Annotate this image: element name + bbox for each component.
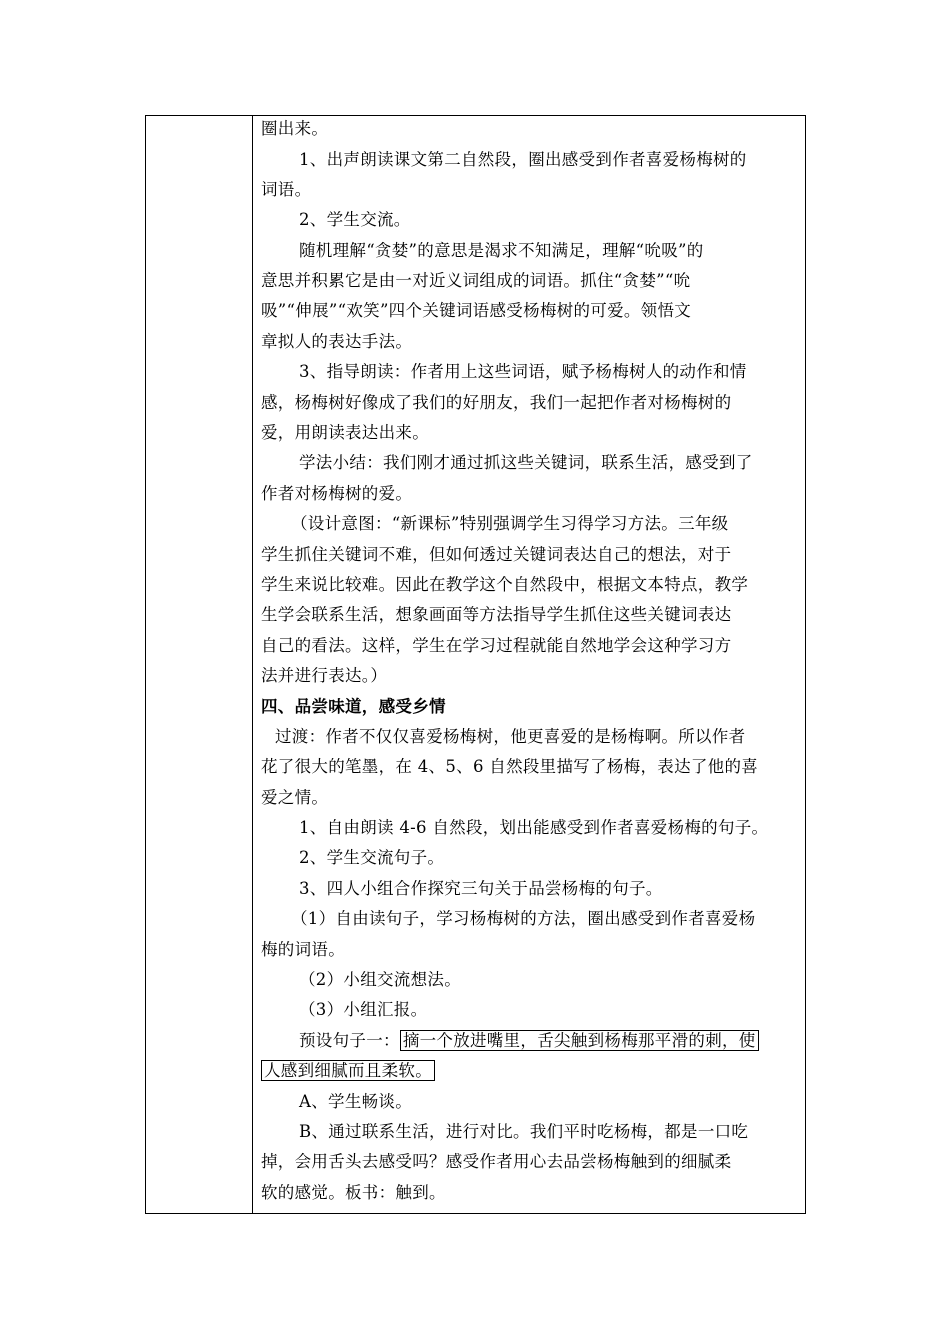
text-line: （1）自由读句子，学习杨梅树的方法，圈出感受到作者喜爱杨 [291,909,756,928]
text-line: 学生抓住关键词不难，但如何透过关键词表达自己的想法，对于 [261,545,732,564]
text-line: （3）小组汇报。 [299,1000,428,1019]
text-line: 软的感觉。板书：触到。 [261,1183,446,1202]
text-line: 学法小结：我们刚才通过抓这些关键词，联系生活，感受到了 [299,453,753,472]
text-line: 2、学生交流。 [299,210,411,229]
text-line: 生学会联系生活，想象画面等方法指导学生抓住这些关键词表达 [261,605,732,624]
highlighted-sentence: 摘一个放进嘴里，舌尖触到杨梅那平滑的刺，使 [400,1030,759,1051]
text-line: 3、四人小组合作探究三句关于品尝杨梅的句子。 [299,879,663,898]
text-line: 1、出声朗读课文第二自然段，圈出感受到作者喜爱杨梅树的 [299,150,747,169]
table-left-column [146,116,253,1213]
text-line: 吸”“伸展”“欢笑”四个关键词语感受杨梅树的可爱。领悟文 [261,301,692,320]
table-content-column [253,116,805,1213]
text-line: 作者对杨梅树的爱。 [261,484,413,503]
text-line: 过渡：作者不仅仅喜爱杨梅树，他更喜爱的是杨梅啊。所以作者 [275,727,746,746]
text-line: 花了很大的笔墨，在 4、5、6 自然段里描写了杨梅，表达了他的喜 [261,757,759,776]
text-line: （设计意图：“新课标”特别强调学生习得学习方法。三年级 [291,514,729,533]
text-line: 意思并积累它是由一对近义词组成的词语。抓住“贪婪”“吮 [261,271,691,290]
text-line: 随机理解“贪婪”的意思是渴求不知满足，理解“吮吸”的 [299,241,704,260]
text-line: 圈出来。 [261,119,329,138]
text-line: 3、指导朗读：作者用上这些词语，赋予杨梅树人的动作和情 [299,362,747,381]
text-line [261,1060,797,1082]
text-line: 爱，用朗读表达出来。 [261,423,429,442]
text-line: 法并进行表达。） [261,666,388,685]
text-line: 2、学生交流句子。 [299,848,445,867]
text-line: 掉，会用舌头去感受吗？感受作者用心去品尝杨梅触到的细腻柔 [261,1152,732,1171]
text-line: B、通过联系生活，进行对比。我们平时吃杨梅，都是一口吃 [299,1122,749,1141]
text-line: 感，杨梅树好像成了我们的好朋友，我们一起把作者对杨梅树的 [261,393,732,412]
text-line: （2）小组交流想法。 [299,970,461,989]
text-line: 梅的词语。 [261,940,345,959]
lesson-plan-table [145,115,806,1214]
text-line: 词语。 [261,180,312,199]
text-line: A、学生畅谈。 [299,1092,413,1111]
preset-sentence-label: 预设句子一： [299,1031,400,1050]
highlighted-sentence-continued: 人感到细腻而且柔软。 [261,1060,435,1081]
section-heading: 四、品尝味道，感受乡情 [261,697,446,716]
text-line: 爱之情。 [261,788,329,807]
text-line: 1、自由朗读 4-6 自然段，划出能感受到作者喜爱杨梅的句子。 [299,818,769,837]
text-line: 章拟人的表达手法。 [261,332,413,351]
text-line [261,1030,797,1052]
text-line: 自己的看法。这样，学生在学习过程就能自然地学会这种学习方 [261,636,732,655]
text-line: 学生来说比较难。因此在教学这个自然段中，根据文本特点，教学 [261,575,749,594]
